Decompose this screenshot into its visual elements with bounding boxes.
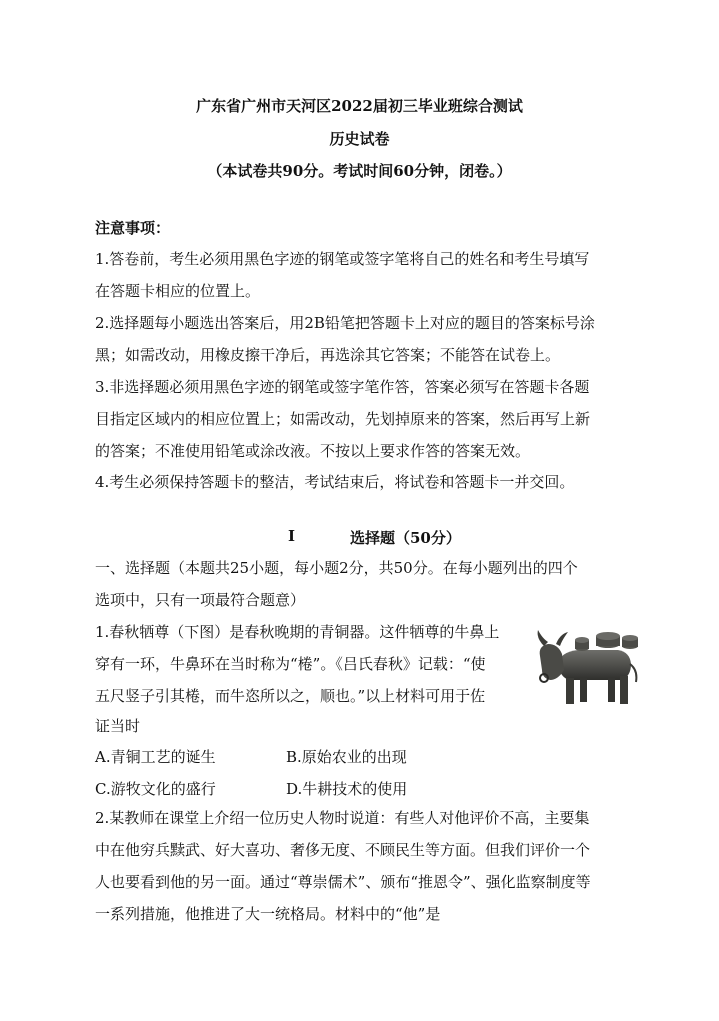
- exam-title: 广东省广州市天河区2022届初三毕业班综合测试: [196, 97, 523, 115]
- question-1-option-d: D.牛耕技术的使用: [286, 780, 408, 798]
- notice-line: 的答案；不准使用铅笔或涂改液。不按以上要求作答的答案无效。: [95, 442, 531, 460]
- notice-line: 在答题卡相应的位置上。: [95, 282, 261, 300]
- section-intro-line: 一、选择题（本题共25小题，每小题2分，共50分。在每小题列出的四个: [95, 559, 578, 577]
- notice-line: 目指定区域内的相应位置上；如需改动，先划掉原来的答案，然后再写上新: [95, 410, 591, 428]
- question-2-line: 中在他穷兵黩武、好大喜功、奢侈无度、不顾民生等方面。但我们评价一个: [95, 841, 591, 859]
- bronze-ox-zun-image: [530, 620, 640, 710]
- question-2-line: 一系列措施，他推进了大一统格局。材料中的“他”是: [95, 905, 441, 923]
- notice-line: 3.非选择题必须用黑色字迹的钢笔或签字笔作答，答案必须写在答题卡各题: [95, 378, 590, 396]
- question-1-option-c: C.游牧文化的盛行: [95, 780, 216, 798]
- question-2-line: 2.某教师在课堂上介绍一位历史人物时说道：有些人对他评价不高，主要集: [95, 809, 590, 827]
- question-1-line: 五尺竖子引其棬，而牛恣所以之，顺也。”以上材料可用于佐: [95, 687, 486, 705]
- notice-line: 黑；如需改动，用橡皮擦干净后，再选涂其它答案；不能答在试卷上。: [95, 346, 561, 364]
- question-1-line: 1.春秋牺尊（下图）是春秋晚期的青铜器。这件牺尊的牛鼻上: [95, 623, 500, 641]
- section-numeral: I: [288, 527, 296, 545]
- section-title: 选择题（50分）: [350, 529, 461, 547]
- notice-line: 4.考生必须保持答题卡的整洁，考试结束后，将试卷和答题卡一并交回。: [95, 473, 575, 491]
- exam-subject: 历史试卷: [329, 130, 390, 148]
- exam-note: （本试卷共90分。考试时间60分钟，闭卷。）: [207, 162, 512, 180]
- bronze-ox-zun-icon: [530, 620, 640, 710]
- notice-line: 2.选择题每小题选出答案后，用2B铅笔把答题卡上对应的题目的答案标号涂: [95, 314, 595, 332]
- notice-heading: 注意事项：: [95, 219, 171, 237]
- question-1-option-b: B.原始农业的出现: [286, 748, 407, 766]
- question-1-line: 穿有一环，牛鼻环在当时称为“棬”。《吕氏春秋》记载：“使: [95, 655, 486, 673]
- section-intro-line: 选项中，只有一项最符合题意）: [95, 591, 306, 609]
- question-1-option-a: A.青铜工艺的诞生: [95, 748, 216, 766]
- question-1-line: 证当时: [95, 717, 141, 735]
- notice-line: 1.答卷前，考生必须用黑色字迹的钢笔或签字笔将自己的姓名和考生号填写: [95, 250, 590, 268]
- question-2-line: 人也要看到他的另一面。通过“尊崇儒术”、颁布“推恩令”、强化监察制度等: [95, 873, 591, 891]
